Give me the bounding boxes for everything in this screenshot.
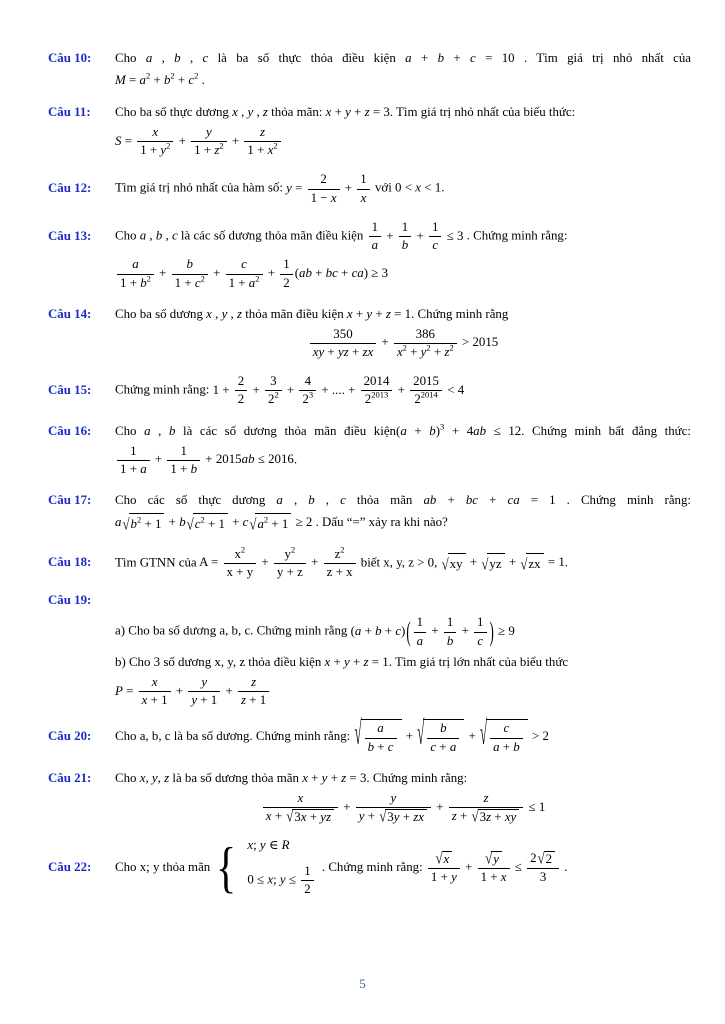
curly-brace-icon: { <box>216 836 237 899</box>
question-line: Cho a, b, c là ba số dương. Chứng minh rằng: √ $\frac{a}{b + c}$ + √ $\frac{b}{c + a}$ + √ $\frac{c}{a + b}$ > 2 <box>115 719 691 755</box>
question-line <box>115 326 691 361</box>
square-root: √ x <box>435 851 452 867</box>
question-row <box>48 169 691 208</box>
math-expression: x + y + z = 1 <box>324 654 389 669</box>
question-line: $\frac{1}{1 + a}$ + $\frac{1}{1 + b}$ + 2015ab ≤ 2016. <box>115 443 691 478</box>
math-expression: z <box>262 105 268 119</box>
square-root: √ 2 <box>538 851 556 867</box>
fraction: $\frac{z^2}{z + x}$ <box>324 547 356 580</box>
question-label: Câu 15: <box>48 382 92 397</box>
fraction: $\frac{z}{z + 1}$ <box>238 675 269 708</box>
math-expression: 0 < x < 1 <box>395 181 442 196</box>
math-expression: $\frac{1}{1 + a}$ + $\frac{1}{1 + b}$ + 2015ab ≤ 2016 <box>115 452 294 466</box>
radical-icon: √ <box>417 715 425 752</box>
fraction: z z + √ 3z + xy <box>449 791 524 825</box>
document-page <box>48 46 691 900</box>
question-row <box>48 544 691 583</box>
radical-icon: √ <box>481 556 489 574</box>
fraction: $\frac{x^2}{x + y}$ <box>224 547 257 580</box>
fraction: √ x 1 + y <box>428 851 460 885</box>
radical-icon: √ <box>480 715 488 752</box>
fraction: $\frac{b}{1 + c^2}$ <box>172 257 208 290</box>
question-content <box>115 614 691 709</box>
math-expression: A = $\frac{x^2}{x + y}$ + $\frac{y^2}{y + z}$ + $\frac{z^2}{z + x}$ <box>199 555 357 569</box>
square-root: √ xy <box>442 553 466 574</box>
square-root: √ 3y + zx <box>379 809 427 825</box>
square-root: √ yz <box>481 553 504 574</box>
square-root <box>480 715 528 755</box>
fraction: $\frac{a}{1 + b^2}$ <box>117 257 154 290</box>
fraction: 2 √ 2 3 <box>527 851 559 885</box>
question-line: Cho a , b , c là các số dương thỏa mãn điều kiện $\frac{1}{a}$ + $\frac{1}{b}$ + $\frac{1}{c}$ ≤ 3 . Chứng minh rằng: <box>115 219 568 253</box>
math-expression: b <box>155 228 163 243</box>
fraction: $\frac{1}{x}$ <box>357 172 369 205</box>
question-content <box>115 717 691 757</box>
question-line: Cho a , b là các số dương thỏa mãn điều kiện(a + b)$^3$ + 4ab ≤ 12. Chứng minh bất đẳng thức: <box>115 421 691 438</box>
question-content <box>115 371 691 410</box>
question-line: a √ $b^2 + 1$ + b √ $c^2 + 1$ + c √ $a^2 + 1$ ≥ 2 . Dấu “=” xảy ra khi nào? <box>115 514 448 534</box>
fraction: x x + √ 3x + yz <box>263 791 338 825</box>
fraction: $\frac{386}{x^2 + y^2 + z^2}$ <box>394 327 457 360</box>
fraction: $\frac{2015}{2^{2014}}$ <box>410 374 442 407</box>
math-expression: c <box>171 228 178 243</box>
question-content <box>115 302 691 363</box>
question-line: Cho x, y, z là ba số dương thỏa mãn x + y + z = 3. Chứng minh rằng: <box>115 770 468 785</box>
math-expression: $\frac{1}{a}$ + $\frac{1}{b}$ + $\frac{1}{c}$ ≤ 3 <box>367 229 464 243</box>
page-number: 5 <box>359 976 366 991</box>
question-line <box>115 790 691 826</box>
question-label: Câu 18: <box>48 555 92 570</box>
question-content <box>115 836 691 900</box>
math-expression: x + y + z = 3 <box>302 770 367 785</box>
math-expression: x <box>206 306 212 321</box>
fraction: $\frac{1}{a}$ <box>414 615 426 648</box>
fraction: $\frac{y^2}{y + z}$ <box>274 547 306 580</box>
math-expression: z <box>236 306 242 321</box>
radical-icon: √ <box>354 715 362 752</box>
radical-icon: √ <box>122 516 130 534</box>
question-line: a) Cho ba số dương a, b, c. Chứng minh rằng (a + b + c) ( $\frac{1}{a}$ + $\frac{1}{b}$ + $\frac{1}{c}$ ) ≥ 9 <box>115 614 691 649</box>
math-expression: a √ $b^2 + 1$ + b √ $c^2 + 1$ + c √ $a^2 + 1$ ≥ 2 <box>115 514 313 534</box>
fraction: $\frac{350}{xy + yz + zx}$ <box>310 327 376 360</box>
math-expression: $\frac{a}{1 + b^2}$ + $\frac{b}{1 + c^2}$ + $\frac{c}{1 + a^2}$ + $\frac{1}{2}$ (ab + bc + ca) ≥ 3 <box>115 266 388 280</box>
fraction: $\frac{x}{x + 1}$ <box>139 675 171 708</box>
math-expression: P = $\frac{x}{x + 1}$ + $\frac{y}{y + 1}$ + $\frac{z}{z + 1}$ <box>115 684 271 698</box>
math-expression: b <box>168 423 176 438</box>
math-expression: $M = a^2 + b^2 + c^2$ <box>115 70 199 87</box>
question-row <box>48 766 691 828</box>
math-expression: √ $\frac{a}{b + c}$ + √ $\frac{b}{c + a}$ + √ $\frac{c}{a + b}$ > 2 <box>353 729 548 743</box>
question-line: Chứng minh rằng: 1 + $\frac{2}{2}$ + $\frac{3}{2^2}$ + $\frac{4}{2^3}$ + .... + $\frac{2014}{2^{2013}}$ + $\frac{2015}{2^{2014}}$ < 4 <box>115 374 465 407</box>
fraction: $\frac{2}{2}$ <box>235 374 247 407</box>
fraction: $\frac{2}{1 - x}$ <box>308 172 340 205</box>
question-line: Cho x; y thỏa mãn { x; y ∈ R 0 ≤ x; y ≤ $\frac{1}{2}$ . Chứng minh rằng: √ x 1 + y + √ y 1 + x ≤ 2 √ 2 3 . <box>115 836 568 899</box>
question-label: Câu 11: <box>48 105 91 119</box>
radical-icon: √ <box>249 516 257 534</box>
question-line <box>115 256 691 291</box>
square-root <box>354 715 401 755</box>
fraction: $\frac{1}{c}$ <box>474 615 486 648</box>
radical-icon: √ <box>379 807 387 825</box>
question-content <box>115 217 691 294</box>
question-content <box>115 766 691 828</box>
question-label: Câu 19: <box>48 593 92 608</box>
math-expression: a + b + c = 10 <box>405 51 515 65</box>
fraction: $\frac{1}{b}$ <box>444 615 456 648</box>
big-paren-group: ( $\frac{1}{a}$ + $\frac{1}{b}$ + $\frac{1}{c}$ ) <box>406 615 494 648</box>
fraction: $\frac{z}{1 + x^2}$ <box>244 125 280 158</box>
question-line: Tìm GTNN của A = $\frac{x^2}{x + y}$ + $\frac{y^2}{y + z}$ + $\frac{z^2}{z + x}$ biết x, y, z > 0, √ xy + √ yz + √ zx = 1. <box>115 544 569 579</box>
fraction: $\frac{2014}{2^{2013}}$ <box>361 374 393 407</box>
square-root: √ 3x + yz <box>286 809 334 825</box>
math-expression: √ xy + √ yz + √ zx = 1 <box>441 555 565 569</box>
question-list <box>48 46 691 900</box>
fraction: $\frac{4}{2^3}$ <box>299 374 316 407</box>
question-line: Tìm giá trị nhỏ nhất của hàm số: y = $\frac{2}{1 - x}$ + $\frac{1}{x}$ với 0 < x < 1. <box>115 172 445 205</box>
fraction: $\frac{1}{2}$ <box>280 257 292 290</box>
fraction: $\frac{x}{1 + y^2}$ <box>137 125 173 158</box>
question-row <box>48 488 691 536</box>
question-label: Câu 13: <box>48 228 92 243</box>
math-expression: x, y, z <box>139 770 170 785</box>
question-label: Câu 12: <box>48 181 92 196</box>
math-expression: $(a + b)^3 + 4ab \le 12$ <box>396 421 522 438</box>
question-row <box>48 217 691 294</box>
radical-icon: √ <box>537 849 545 867</box>
math-expression: ab + bc + ca = 1 <box>423 493 556 508</box>
fraction: $\frac{1}{1 + b}$ <box>167 444 200 477</box>
math-expression: a <box>145 51 153 65</box>
question-content <box>115 419 691 480</box>
fraction: $\frac{b}{c + a}$ <box>427 721 459 754</box>
fraction: $\frac{1}{b}$ <box>399 220 411 253</box>
math-expression: √ x 1 + y + √ y 1 + x ≤ 2 √ 2 3 <box>426 860 561 874</box>
fraction: $\frac{1}{c}$ <box>429 220 441 253</box>
question-label: Câu 21: <box>48 770 92 785</box>
question-line: Cho a , b , c là ba số thực thỏa điều kiện a + b + c = 10 . Tìm giá trị nhỏ nhất của <box>115 51 692 65</box>
question-label: Câu 22: <box>48 860 92 875</box>
math-expression: y = $\frac{2}{1 - x}$ + $\frac{1}{x}$ <box>286 181 372 195</box>
math-expression: x + y + z = 1 <box>346 306 412 321</box>
math-expression: x + y + z = 3 <box>325 105 390 119</box>
question-content <box>115 100 691 161</box>
math-expression: a <box>139 228 147 243</box>
question-label: Câu 20: <box>48 729 92 744</box>
fraction: $\frac{y}{1 + z^2}$ <box>191 125 226 158</box>
math-expression: (a + b + c) ( $\frac{1}{a}$ + $\frac{1}{b}$ + $\frac{1}{c}$ ) ≥ 9 <box>351 624 515 638</box>
square-root: √ y <box>485 851 502 867</box>
question-line: Cho ba số dương x , y , z thỏa mãn điều kiện x + y + z = 1. Chứng minh rằng <box>115 306 509 321</box>
fraction: $\frac{y}{y + 1}$ <box>188 675 220 708</box>
fraction: $\frac{a}{b + c}$ <box>365 721 397 754</box>
question-label: Câu 17: <box>48 493 92 508</box>
question-content <box>115 169 691 208</box>
question-line <box>115 674 691 709</box>
question-label: Câu 10: <box>48 51 92 65</box>
math-expression: a <box>276 493 283 508</box>
fraction: $\frac{c}{a + b}$ <box>490 721 523 754</box>
question-row <box>48 591 691 709</box>
square-root: √ $a^2 + 1$ <box>249 513 291 534</box>
fraction: √ y 1 + x <box>478 851 510 885</box>
fraction: y y + √ 3y + zx <box>356 791 431 825</box>
question-line <box>115 124 691 159</box>
system-of-conditions: { x; y ∈ R 0 ≤ x; y ≤ $\frac{1}{2}$ <box>216 838 315 898</box>
radical-icon: √ <box>186 516 194 534</box>
square-root: √ zx <box>520 553 543 574</box>
radical-icon: √ <box>471 807 479 825</box>
fraction: $\frac{c}{1 + a^2}$ <box>226 257 263 290</box>
square-root <box>417 715 464 755</box>
square-root: √ 3z + xy <box>472 809 520 825</box>
question-line: b) Cho 3 số dương x, y, z thỏa điều kiện x + y + z = 1. Tìm giá trị lớn nhất của biểu thức <box>115 654 569 669</box>
math-expression: b <box>308 493 315 508</box>
question-content <box>115 488 691 536</box>
math-expression: y <box>247 105 254 119</box>
math-expression: 1 + $\frac{2}{2}$ + $\frac{3}{2^2}$ + $\frac{4}{2^3}$ + .... + $\frac{2014}{2^{2013}}$ + $\frac{2015}{2^{2014}}$ < 4 <box>212 374 465 407</box>
question-row <box>48 100 691 161</box>
question-line: Cho các số thực dương a , b , c thỏa mãn ab + bc + ca = 1 . Chứng minh rằng: <box>115 493 692 508</box>
question-line: Cho ba số thực dương x , y , z thỏa mãn: x + y + z = 3. Tìm giá trị nhỏ nhất của biểu thức: <box>115 105 576 119</box>
math-expression: $\frac{350}{xy + yz + zx}$ + $\frac{386}{x^2 + y^2 + z^2}$ > 2015 <box>308 335 499 349</box>
question-content <box>115 544 691 583</box>
fraction: $\frac{1}{a}$ <box>369 220 381 253</box>
radical-icon: √ <box>520 556 528 574</box>
question-row <box>48 371 691 410</box>
question-content <box>115 46 691 92</box>
math-expression: x <box>232 105 238 119</box>
math-expression: S = $\frac{x}{1 + y^2}$ + $\frac{y}{1 + z^2}$ + $\frac{z}{1 + x^2}$ <box>115 134 283 148</box>
fraction: $\frac{1}{1 + a}$ <box>117 444 150 477</box>
math-expression: y <box>221 306 228 321</box>
square-root: √ $c^2 + 1$ <box>187 513 228 534</box>
question-label: Câu 14: <box>48 306 92 321</box>
math-expression: a <box>144 423 151 438</box>
math-expression <box>213 836 318 899</box>
fraction: $\frac{3}{2^2}$ <box>265 374 282 407</box>
math-expression: x x + √ 3x + yz + y y + √ 3y + zx + z z + √ 3z + xy ≤ 1 <box>261 800 546 814</box>
question-row <box>48 717 691 757</box>
question-row <box>48 419 691 480</box>
math-expression: c <box>202 51 209 65</box>
math-expression: c <box>340 493 346 508</box>
question-label: Câu 16: <box>48 423 92 438</box>
question-row <box>48 46 691 92</box>
fraction: $\frac{1}{2}$ <box>301 864 313 897</box>
radical-icon: √ <box>435 849 443 867</box>
radical-icon: √ <box>485 849 493 867</box>
question-line: $M = a^2 + b^2 + c^2$ . <box>115 70 205 87</box>
square-root: √ $b^2 + 1$ <box>122 513 164 534</box>
question-row <box>48 302 691 363</box>
question-row <box>48 836 691 900</box>
radical-icon: √ <box>441 556 449 574</box>
radical-icon: √ <box>286 807 294 825</box>
math-expression: b <box>174 51 181 65</box>
